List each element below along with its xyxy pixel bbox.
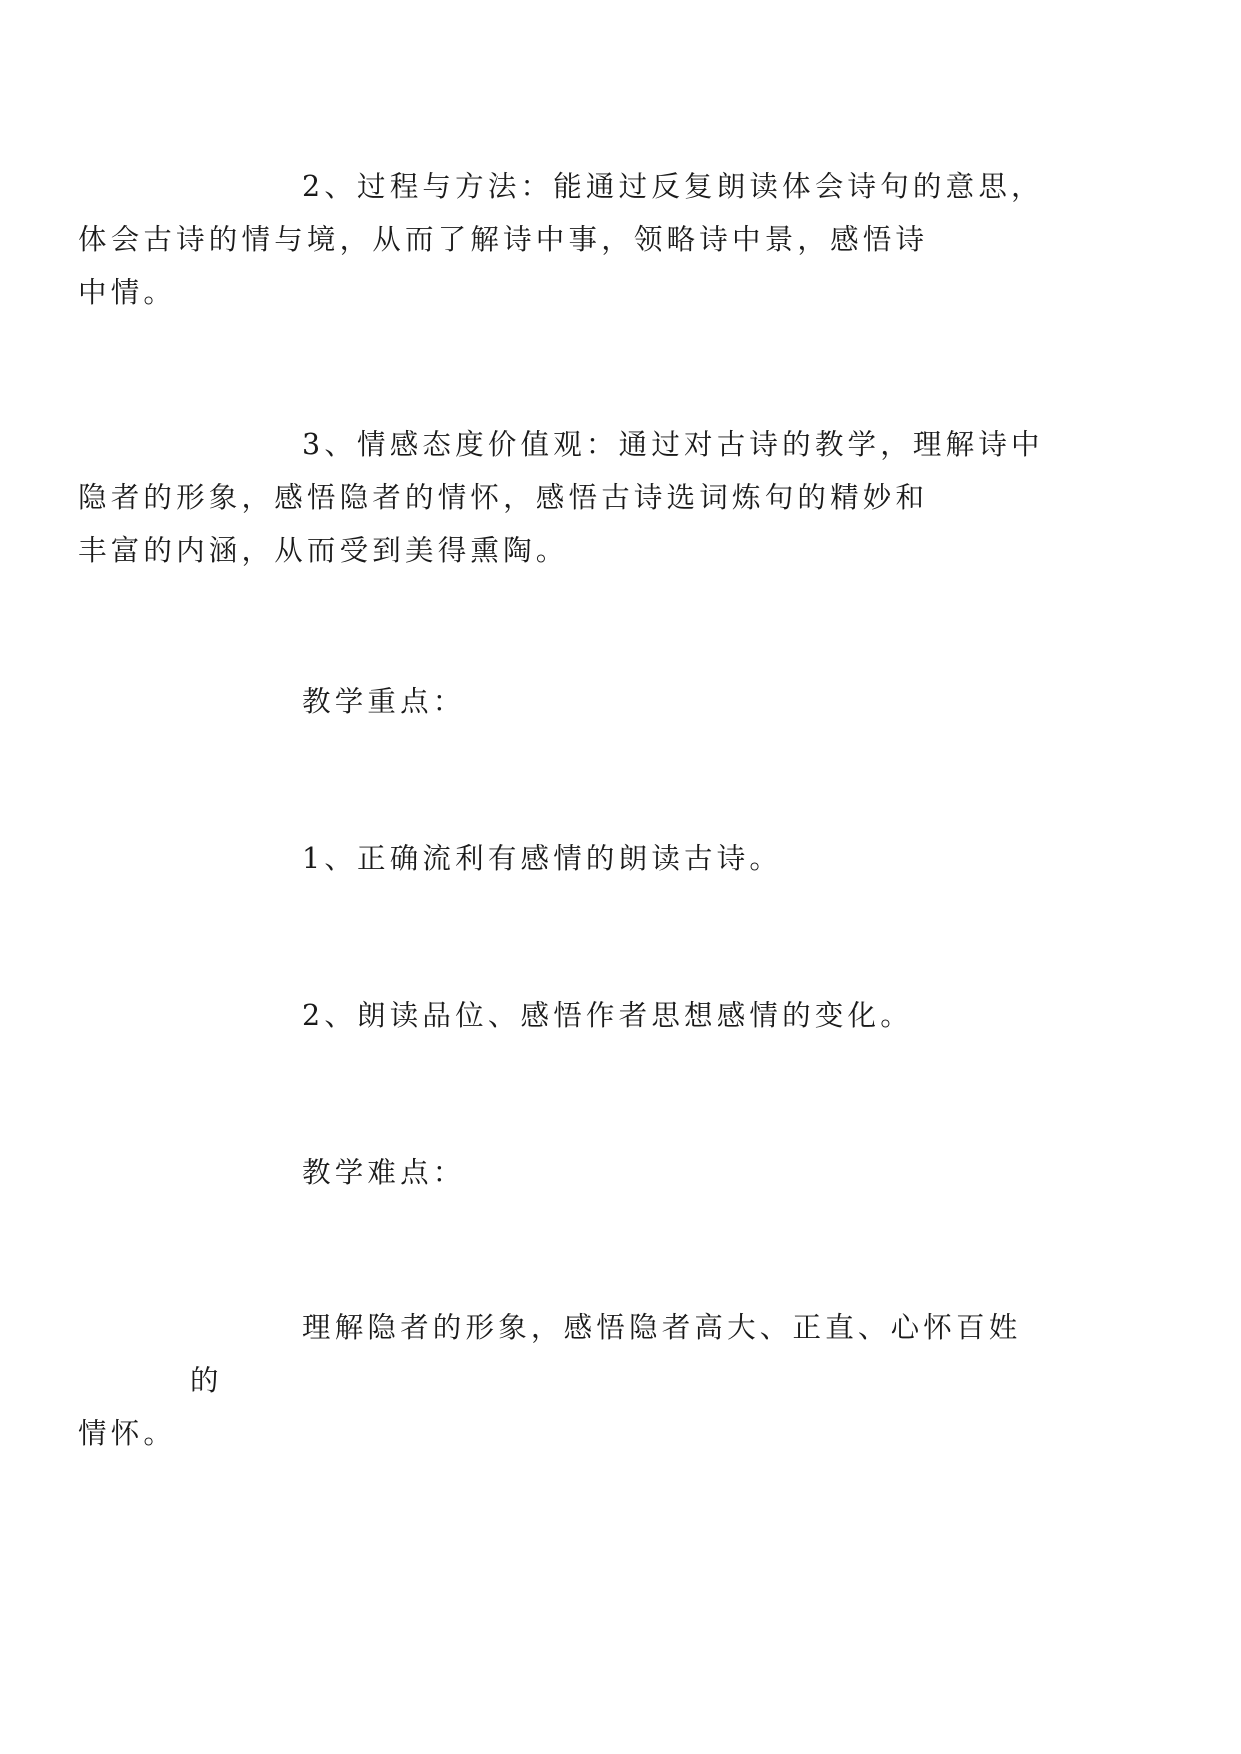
text-line: 2、过程与方法：能通过反复朗读体会诗句的意思， — [302, 170, 1044, 203]
text-line: 1、正确流利有感情的朗读古诗。 — [302, 842, 783, 875]
text-line: 隐者的形象，感悟隐者的情怀，感悟古诗选词炼句的精妙和 — [78, 481, 929, 514]
text-line: 理解隐者的形象，感悟隐者高大、正直、心怀百姓的 — [190, 1311, 1022, 1397]
difficulty-heading — [190, 1146, 1052, 1199]
text-line: 体会古诗的情与境，从而了解诗中事，领略诗中景，感悟诗 — [78, 223, 929, 256]
objective-emotion-values — [78, 418, 1052, 577]
difficulty-item — [78, 1301, 1052, 1460]
key-points-heading — [190, 675, 1052, 728]
text-line: 中情。 — [78, 276, 177, 309]
text-line: 3、情感态度价值观：通过对古诗的教学，理解诗中 — [302, 428, 1044, 461]
key-point-item — [190, 989, 1052, 1042]
text-line: 2、朗读品位、感悟作者思想感情的变化。 — [302, 999, 913, 1032]
text-line: 教学重点： — [302, 685, 466, 718]
objective-process-method — [78, 160, 1052, 319]
text-line: 情怀。 — [78, 1417, 177, 1450]
key-point-item — [190, 832, 1052, 885]
text-line: 教学难点： — [302, 1156, 466, 1189]
text-line: 丰富的内涵，从而受到美得熏陶。 — [78, 534, 569, 567]
